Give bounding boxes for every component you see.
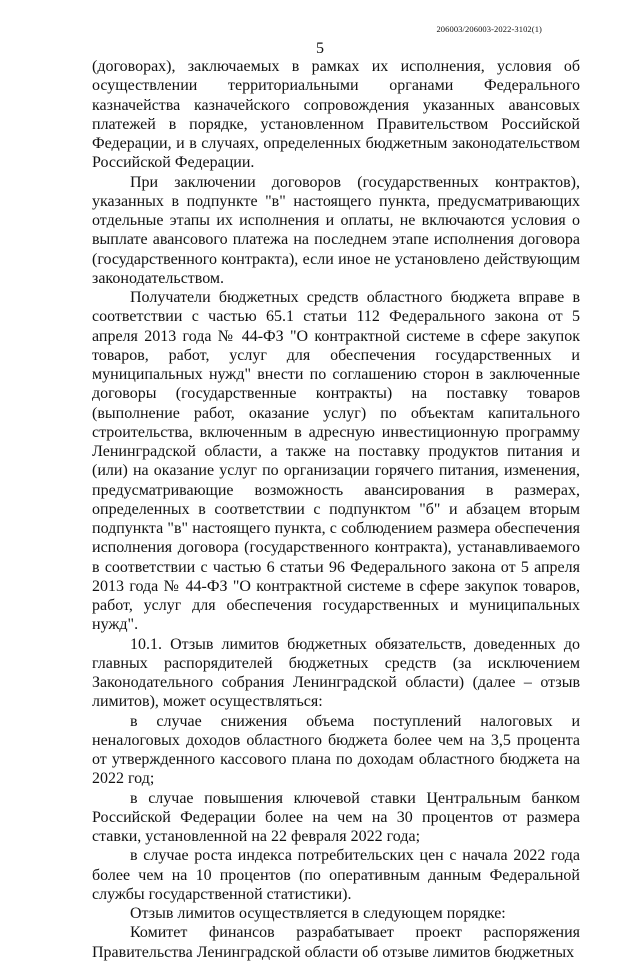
paragraph-budget-recipients: Получатели бюджетных средств областного бюджета вправе в соответствии с частью 65.1 статьи 112 Федерального закона от 5 апреля 2013 года № 44-ФЗ "О контрактной системе в сфере закупок товаров, работ, услуг для обеспечения государственных и муниципальных нужд" внести по соглашению сторон в заключенные договоры (государственные контракты) на поставку товаров (выполнение работ, оказание услуг) по объектам капитального строительства, включенным в адресную инвестиционную программу Ленинградской области, а также на поставку продуктов питания и (или) на оказание услуг по организации горячего питания, изменения, предусматривающие возможность авансирования в размерах, определенных в соответствии с подпунктом "б" и абзацем вторым подпункта "в" настоящего пункта, с соблюдением размера обеспечения исполнения договора (государственного контракта), устанавливаемого в соответствии с частью 6 статьи 96 Федерального закона от 5 апреля 2013 года № 44-ФЗ "О контрактной системе в сфере закупок товаров, работ, услуг для обеспечения государственных и муниципальных нужд".	[92, 289, 580, 634]
paragraph-contract-stages: При заключении договоров (государственных контрактов), указанных в подпункте "в" настоящего пункта, предусматривающих отдельные этапы их исполнения и оплаты, не включаются условия о выплате авансового платежа на последнем этапе исполнения договора (государственного контракта), если иное не установлено действующим законодательством.	[92, 173, 580, 287]
paragraph-condition-revenue: в случае снижения объема поступлений налоговых и неналоговых доходов областного бюджета более чем на 3,5 процента от утвержденного кассового плана по доходам областного бюджета на 2022 год;	[92, 712, 580, 788]
document-body	[92, 57, 580, 962]
paragraph-contracts-continuation: (договорах), заключаемых в рамках их исполнения, условия об осуществлении территориальными органами Федерального казначейства казначейского сопровождения указанных авансовых платежей в порядке, установленном Правительством Российской Федерации, и в случаях, определенных бюджетным законодательством Российской Федерации.	[92, 58, 580, 172]
document-registration-number: 206003/206003-2022-3102(1)	[436, 24, 542, 34]
paragraph-condition-key-rate: в случае повышения ключевой ставки Центральным банком Российской Федерации более на чем на 30 процентов от размера ставки, установленной на 22 февраля 2022 года;	[92, 789, 580, 845]
paragraph-condition-cpi: в случае роста индекса потребительских цен с начала 2022 года более чем на 10 процентов (по оперативным данным Федеральной службы государственной статистики).	[92, 847, 580, 903]
paragraph-withdrawal-procedure: Отзыв лимитов осуществляется в следующем порядке:	[130, 905, 506, 922]
paragraph-limits-withdrawal: 10.1. Отзыв лимитов бюджетных обязательств, доведенных до главных распорядителей бюджетных средств (за исключением Законодательного собрания Ленинградской области) (далее – отзыв лимитов), может осуществляться:	[92, 635, 580, 711]
page-number: 5	[316, 40, 324, 57]
paragraph-finance-committee: Комитет финансов разрабатывает проект распоряжения Правительства Ленинградской области об отзыве лимитов бюджетных	[92, 924, 580, 961]
